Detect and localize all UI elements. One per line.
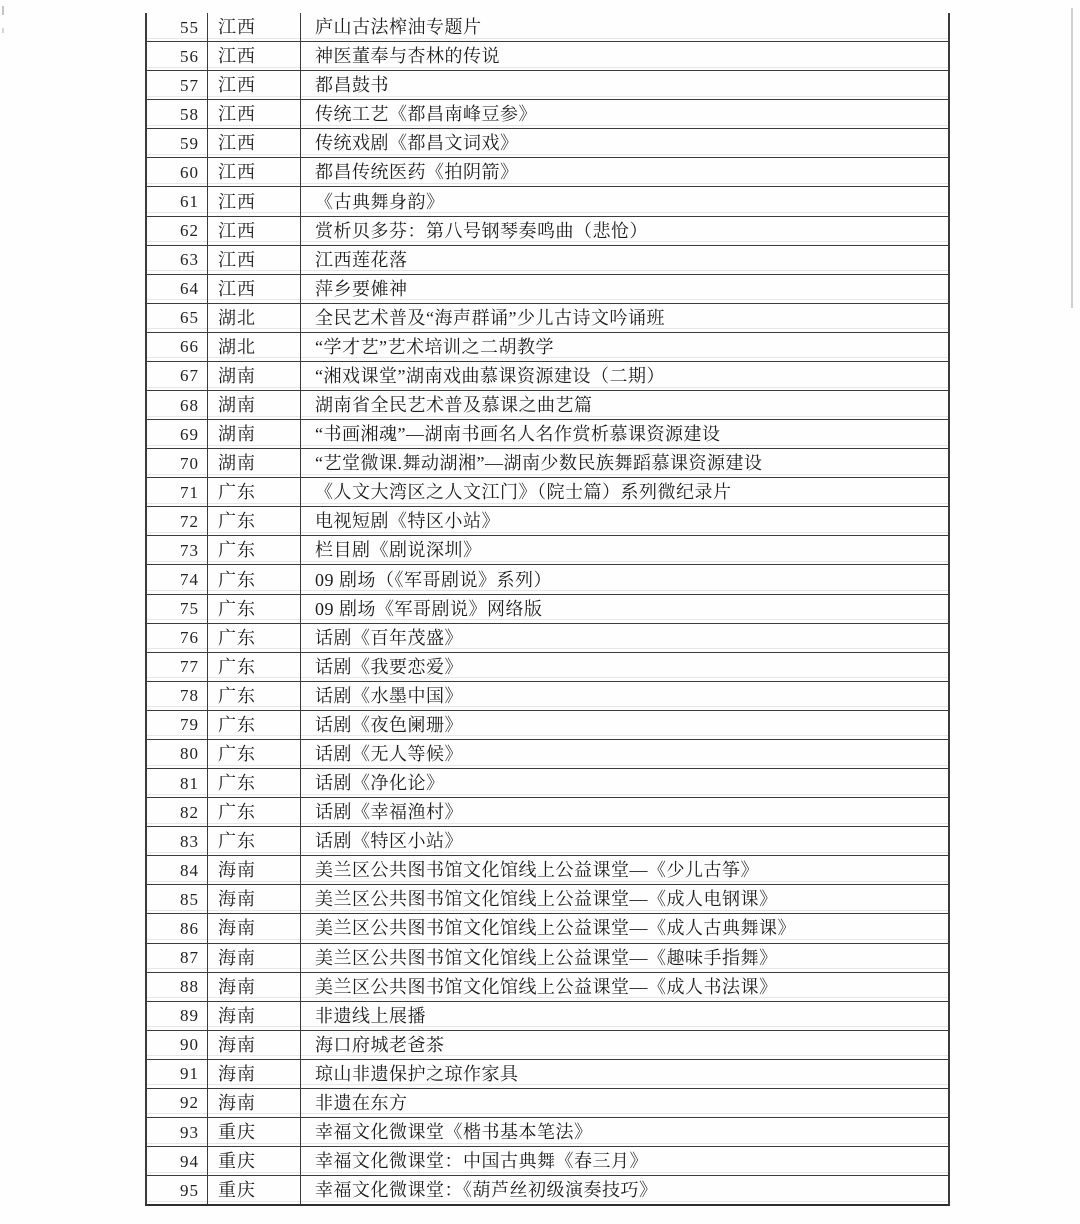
course-title-cell: 幸福文化微课堂：《葫芦丝初级演奏技巧》 bbox=[315, 1180, 658, 1201]
table-row bbox=[147, 42, 948, 71]
table-row bbox=[147, 711, 948, 740]
table-row bbox=[147, 885, 948, 914]
province-cell: 湖南 bbox=[207, 391, 301, 419]
table-row bbox=[147, 129, 948, 158]
row-number-cell: 64 bbox=[180, 279, 199, 299]
row-number-cell: 77 bbox=[180, 657, 199, 677]
table-row bbox=[147, 595, 948, 624]
row-number-cell: 94 bbox=[180, 1151, 199, 1171]
province-cell: 广东 bbox=[207, 595, 301, 623]
row-number-cell: 87 bbox=[180, 948, 199, 968]
course-title-cell: 话剧《水墨中国》 bbox=[315, 685, 463, 706]
row-number-cell: 86 bbox=[180, 918, 199, 938]
row-number-cell: 73 bbox=[180, 540, 199, 560]
table-row bbox=[147, 653, 948, 682]
row-number-cell: 62 bbox=[180, 221, 199, 241]
table-row bbox=[147, 362, 948, 391]
scan-mark-artifact bbox=[2, 6, 4, 15]
row-number-cell: 76 bbox=[180, 628, 199, 648]
course-title-cell: 美兰区公共图书馆文化馆线上公益课堂—《趣味手指舞》 bbox=[315, 947, 778, 968]
course-title-cell: 话剧《百年茂盛》 bbox=[315, 627, 463, 648]
table-row bbox=[147, 158, 948, 187]
province-cell: 重庆 bbox=[207, 1147, 301, 1175]
row-number-cell: 65 bbox=[180, 308, 199, 328]
table-row bbox=[147, 13, 948, 42]
province-cell: 广东 bbox=[207, 565, 301, 593]
table-row bbox=[147, 798, 948, 827]
course-title-cell: 神医董奉与杏林的传说 bbox=[315, 46, 500, 67]
province-cell: 江西 bbox=[207, 275, 301, 303]
table-row bbox=[147, 769, 948, 798]
province-cell: 重庆 bbox=[207, 1118, 301, 1146]
province-cell: 广东 bbox=[207, 653, 301, 681]
course-title-cell: 幸福文化微课堂《楷书基本笔法》 bbox=[315, 1122, 593, 1142]
province-cell: 海南 bbox=[207, 1060, 301, 1088]
province-cell: 江西 bbox=[207, 217, 301, 245]
row-number-cell: 88 bbox=[180, 977, 199, 997]
table-row bbox=[147, 71, 948, 100]
table-row bbox=[147, 1147, 948, 1176]
table-row bbox=[147, 333, 948, 362]
province-cell: 海南 bbox=[207, 1089, 301, 1117]
course-title-cell: 都昌传统医药《拍阴箭》 bbox=[315, 162, 519, 183]
table-row bbox=[147, 944, 948, 973]
course-title-cell: 09 剧场（《军哥剧说》系列） bbox=[315, 569, 552, 590]
province-cell: 江西 bbox=[207, 42, 301, 70]
row-number-cell: 63 bbox=[180, 250, 199, 270]
table-row bbox=[147, 856, 948, 885]
table-row bbox=[147, 1089, 948, 1118]
course-title-cell: 琼山非遗保护之琼作家具 bbox=[315, 1063, 519, 1084]
table-row bbox=[147, 478, 948, 507]
province-cell: 海南 bbox=[207, 944, 301, 972]
province-cell: 海南 bbox=[207, 973, 301, 1001]
course-title-cell: 栏目剧《剧说深圳》 bbox=[315, 540, 482, 561]
row-number-cell: 60 bbox=[180, 162, 199, 182]
table-row bbox=[147, 391, 948, 420]
province-cell: 湖南 bbox=[207, 420, 301, 448]
table-row bbox=[147, 507, 948, 536]
province-cell: 广东 bbox=[207, 682, 301, 710]
table-row bbox=[147, 624, 948, 653]
course-title-cell: “湘戏课堂”湖南戏曲慕课资源建设（二期） bbox=[315, 365, 665, 386]
row-number-cell: 58 bbox=[180, 104, 199, 124]
row-number-cell: 83 bbox=[180, 831, 199, 851]
table-row bbox=[147, 1002, 948, 1031]
course-title-cell: 海口府城老爸茶 bbox=[315, 1034, 445, 1055]
row-number-cell: 80 bbox=[180, 744, 199, 764]
province-cell: 江西 bbox=[207, 100, 301, 128]
scan-mark-artifact bbox=[2, 28, 4, 33]
province-cell: 广东 bbox=[207, 769, 301, 797]
province-cell: 江西 bbox=[207, 13, 301, 41]
row-number-cell: 90 bbox=[180, 1035, 199, 1055]
row-number-cell: 92 bbox=[180, 1093, 199, 1113]
table-row bbox=[147, 100, 948, 129]
table-row bbox=[147, 420, 948, 449]
row-number-cell: 95 bbox=[180, 1180, 199, 1200]
scan-edge-artifact bbox=[1071, 8, 1073, 308]
course-title-cell: 全民艺术普及“海声群诵”少儿古诗文吟诵班 bbox=[315, 307, 665, 328]
province-cell: 海南 bbox=[207, 914, 301, 942]
row-number-cell: 57 bbox=[180, 75, 199, 95]
province-cell: 广东 bbox=[207, 740, 301, 768]
course-title-cell: 话剧《幸福渔村》 bbox=[315, 802, 463, 823]
row-number-cell: 93 bbox=[180, 1122, 199, 1142]
course-title-cell: “学才艺”艺术培训之二胡教学 bbox=[315, 336, 554, 357]
course-title-cell: 美兰区公共图书馆文化馆线上公益课堂—《成人书法课》 bbox=[315, 976, 778, 997]
province-cell: 湖南 bbox=[207, 449, 301, 477]
course-title-cell: 美兰区公共图书馆文化馆线上公益课堂—《成人电钢课》 bbox=[315, 889, 778, 910]
table-row bbox=[147, 449, 948, 478]
table-row bbox=[147, 565, 948, 594]
province-cell: 重庆 bbox=[207, 1176, 301, 1204]
province-cell: 海南 bbox=[207, 1031, 301, 1059]
course-title-cell: 赏析贝多芬：第八号钢琴奏鸣曲（悲怆） bbox=[315, 220, 648, 241]
table-row bbox=[147, 682, 948, 711]
row-number-cell: 84 bbox=[180, 860, 199, 880]
row-number-cell: 67 bbox=[180, 366, 199, 386]
province-cell: 广东 bbox=[207, 711, 301, 739]
row-number-cell: 85 bbox=[180, 889, 199, 909]
table-row bbox=[147, 740, 948, 769]
table-row bbox=[147, 1176, 948, 1204]
row-number-cell: 56 bbox=[180, 46, 199, 66]
province-cell: 广东 bbox=[207, 624, 301, 652]
course-title-cell: 电视短剧《特区小站》 bbox=[315, 511, 500, 532]
province-cell: 江西 bbox=[207, 71, 301, 99]
row-number-cell: 55 bbox=[180, 17, 199, 37]
table-row bbox=[147, 187, 948, 216]
province-cell: 广东 bbox=[207, 478, 301, 506]
course-title-cell: 庐山古法榨油专题片 bbox=[315, 17, 482, 38]
row-number-cell: 82 bbox=[180, 802, 199, 822]
row-number-cell: 70 bbox=[180, 453, 199, 473]
row-number-cell: 72 bbox=[180, 511, 199, 531]
course-title-cell: 话剧《特区小站》 bbox=[315, 831, 463, 852]
province-cell: 湖南 bbox=[207, 362, 301, 390]
province-cell: 广东 bbox=[207, 536, 301, 564]
row-number-cell: 75 bbox=[180, 599, 199, 619]
course-title-cell: 话剧《夜色阑珊》 bbox=[315, 714, 463, 735]
table-row bbox=[147, 536, 948, 565]
row-number-cell: 69 bbox=[180, 424, 199, 444]
province-cell: 江西 bbox=[207, 158, 301, 186]
province-cell: 海南 bbox=[207, 1002, 301, 1030]
province-cell: 湖北 bbox=[207, 333, 301, 361]
course-title-cell: 江西莲花落 bbox=[315, 249, 408, 270]
course-title-cell: “书画湘魂”—湖南书画名人名作赏析慕课资源建设 bbox=[315, 424, 721, 445]
table-row bbox=[147, 217, 948, 246]
course-title-cell: 非遗线上展播 bbox=[315, 1005, 426, 1026]
table-row bbox=[147, 1118, 948, 1147]
province-cell: 广东 bbox=[207, 798, 301, 826]
table-row bbox=[147, 827, 948, 856]
province-cell: 海南 bbox=[207, 885, 301, 913]
row-number-cell: 68 bbox=[180, 395, 199, 415]
table-row bbox=[147, 275, 948, 304]
province-cell: 湖北 bbox=[207, 304, 301, 332]
province-cell: 江西 bbox=[207, 187, 301, 215]
table-row bbox=[147, 246, 948, 275]
course-title-cell: 《人文大湾区之人文江门》（院士篇）系列微纪录片 bbox=[315, 482, 732, 503]
course-title-cell: 萍乡要傩神 bbox=[315, 278, 408, 299]
province-cell: 江西 bbox=[207, 246, 301, 274]
table-row bbox=[147, 973, 948, 1002]
course-list-table bbox=[145, 13, 950, 1206]
row-number-cell: 89 bbox=[180, 1006, 199, 1026]
course-title-cell: “艺堂微课.舞动湖湘”—湖南少数民族舞蹈慕课资源建设 bbox=[315, 453, 763, 474]
row-number-cell: 91 bbox=[180, 1064, 199, 1084]
table-row bbox=[147, 304, 948, 333]
course-title-cell: 美兰区公共图书馆文化馆线上公益课堂—《成人古典舞课》 bbox=[315, 918, 796, 939]
course-title-cell: 话剧《无人等候》 bbox=[315, 743, 463, 764]
province-cell: 广东 bbox=[207, 507, 301, 535]
row-number-cell: 81 bbox=[180, 773, 199, 793]
row-number-cell: 66 bbox=[180, 337, 199, 357]
course-title-cell: 话剧《净化论》 bbox=[315, 773, 445, 794]
course-title-cell: 非遗在东方 bbox=[315, 1092, 408, 1113]
course-title-cell: 幸福文化微课堂：中国古典舞《春三月》 bbox=[315, 1151, 648, 1172]
table-row bbox=[147, 1060, 948, 1089]
course-title-cell: 传统戏剧《都昌文词戏》 bbox=[315, 133, 519, 154]
table-row bbox=[147, 914, 948, 943]
row-number-cell: 78 bbox=[180, 686, 199, 706]
course-title-cell: 美兰区公共图书馆文化馆线上公益课堂—《少儿古筝》 bbox=[315, 860, 759, 881]
course-title-cell: 话剧《我要恋爱》 bbox=[315, 656, 463, 677]
course-title-cell: 湖南省全民艺术普及慕课之曲艺篇 bbox=[315, 395, 593, 416]
course-title-cell: 传统工艺《都昌南峰豆参》 bbox=[315, 104, 537, 125]
province-cell: 江西 bbox=[207, 129, 301, 157]
province-cell: 海南 bbox=[207, 856, 301, 884]
course-title-cell: 《古典舞身韵》 bbox=[315, 191, 445, 212]
table-row bbox=[147, 1031, 948, 1060]
course-title-cell: 都昌鼓书 bbox=[315, 75, 389, 96]
row-number-cell: 59 bbox=[180, 133, 199, 153]
row-number-cell: 79 bbox=[180, 715, 199, 735]
row-number-cell: 61 bbox=[180, 192, 199, 211]
row-number-cell: 71 bbox=[180, 482, 199, 502]
province-cell: 广东 bbox=[207, 827, 301, 855]
row-number-cell: 74 bbox=[180, 570, 199, 590]
course-title-cell: 09 剧场《军哥剧说》网络版 bbox=[315, 598, 543, 619]
